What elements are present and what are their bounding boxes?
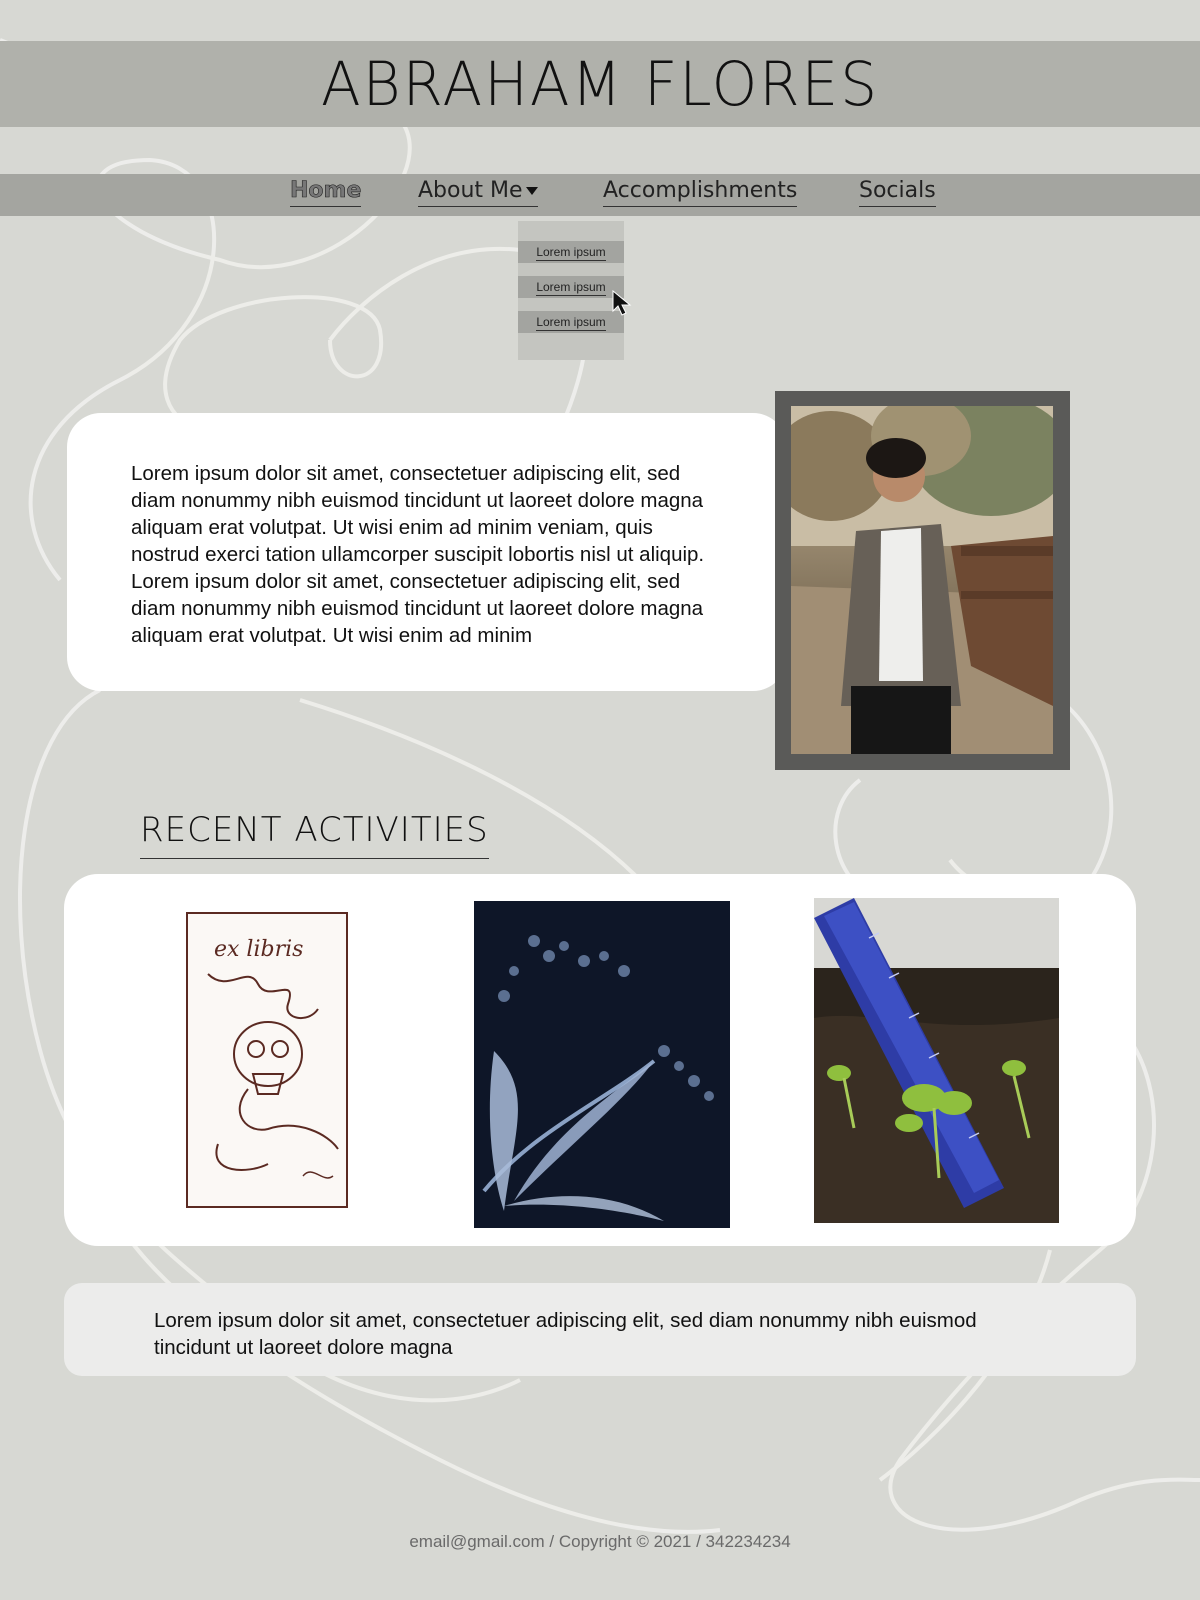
- header-band: [0, 41, 1200, 127]
- nav-item-accomplishments[interactable]: Accomplishments: [603, 178, 797, 207]
- caption-text: Lorem ipsum dolor sit amet, consectetuer adipiscing elit, sed diam nonummy nibh euismod tincidunt ut laoreet dolore magna: [154, 1309, 977, 1359]
- profile-photo-frame: [775, 391, 1070, 770]
- footer-text: email@gmail.com / Copyright © 2021 / 342234234: [409, 1532, 791, 1551]
- nav-item-about-me[interactable]: [418, 178, 538, 207]
- caret-down-icon: [526, 187, 538, 195]
- mouse-pointer-icon: [612, 290, 634, 318]
- recent-activities-heading: RECENT ACTIVITIES: [140, 810, 489, 859]
- activities-card: [64, 874, 1136, 1246]
- intro-text: Lorem ipsum dolor sit amet, consectetuer adipiscing elit, sed diam nonummy nibh euismod tincidunt ut laoreet dolore magna aliquam erat volutpat. Ut wisi enim ad minim veniam, quis nostrud exerci tation ullamcorper suscipit lobortis nisl ut aliquip. Lorem ipsum dolor sit amet, consectetuer adipiscing elit, sed diam nonummy nibh euismod tincidunt ut laoreet dolore magna aliquam erat volutpat. Ut wisi enim ad minim: [131, 462, 705, 647]
- about-me-dropdown: [518, 221, 624, 360]
- nav-item-home[interactable]: Home: [290, 178, 361, 207]
- nav-item-socials[interactable]: Socials: [859, 178, 936, 207]
- caption-card: [64, 1283, 1136, 1376]
- activity-image-seedlings[interactable]: [814, 898, 1059, 1223]
- dropdown-item-1[interactable]: Lorem ipsum: [518, 241, 624, 263]
- dropdown-item-2[interactable]: Lorem ipsum: [518, 276, 624, 298]
- intro-card: [67, 413, 787, 691]
- nav-bar: [0, 174, 1200, 216]
- activity-image-cyanotype[interactable]: [474, 901, 730, 1228]
- nav-item-about-me-label: About Me: [418, 178, 523, 203]
- site-title: ABRAHAM FLORES: [320, 48, 880, 120]
- profile-photo: [791, 406, 1053, 754]
- dropdown-item-3[interactable]: Lorem ipsum: [518, 311, 624, 333]
- bookplate-text: ex libris: [214, 937, 304, 962]
- activity-image-bookplate[interactable]: [186, 912, 348, 1208]
